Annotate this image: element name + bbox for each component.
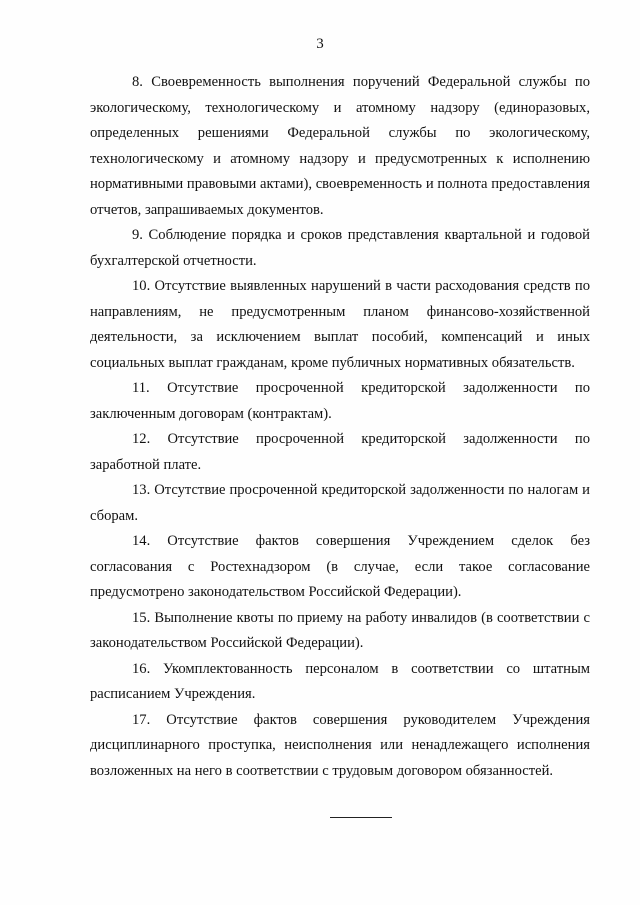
paragraph-item-12: 12. Отсутствие просроченной кредиторской задолженности по заработной плате.	[90, 431, 590, 473]
end-divider-line	[330, 817, 392, 818]
paragraph-item-14: 14. Отсутствие фактов совершения Учреждением сделок без согласования с Ростехнадзором (в случае, если такое согласование предусмотрено законодательством Российской Федерации).	[90, 533, 590, 600]
paragraph-item-8: 8. Своевременность выполнения поручений Федеральной службы по экологическому, технологическому и атомному надзору (единоразовых, определенных решениями Федеральной службы по экологическому, технологическому и атомному надзору и предусмотренных к исполнению нормативными правовыми актами), своевременность и полнота предоставления отчетов, запрашиваемых документов.	[90, 74, 590, 218]
paragraph-item-16: 16. Укомплектованность персоналом в соответствии со штатным расписанием Учреждения.	[90, 660, 590, 702]
paragraph-item-13: 13. Отсутствие просроченной кредиторской задолженности по налогам и сборам.	[90, 482, 590, 524]
paragraph-item-10: 10. Отсутствие выявленных нарушений в части расходования средств по направлениям, не предусмотренным планом финансово-хозяйственной деятельности, за исключением выплат пособий, компенсаций и иных социальных выплат гражданам, кроме публичных нормативных обязательств.	[90, 278, 590, 371]
paragraph-item-15: 15. Выполнение квоты по приему на работу инвалидов (в соответствии с законодательством Российской Федерации).	[90, 609, 590, 651]
paragraph-item-9: 9. Соблюдение порядка и сроков представления квартальной и годовой бухгалтерской отчетности.	[90, 227, 590, 269]
page-number: 3	[316, 36, 324, 52]
paragraph-item-11: 11. Отсутствие просроченной кредиторской задолженности по заключенным договорам (контрактам).	[90, 380, 590, 422]
paragraph-item-17: 17. Отсутствие фактов совершения руководителем Учреждения дисциплинарного проступка, неисполнения или ненадлежащего исполнения возложенных на него в соответствии с трудовым договором обязанностей.	[90, 711, 590, 779]
document-body	[90, 70, 590, 784]
